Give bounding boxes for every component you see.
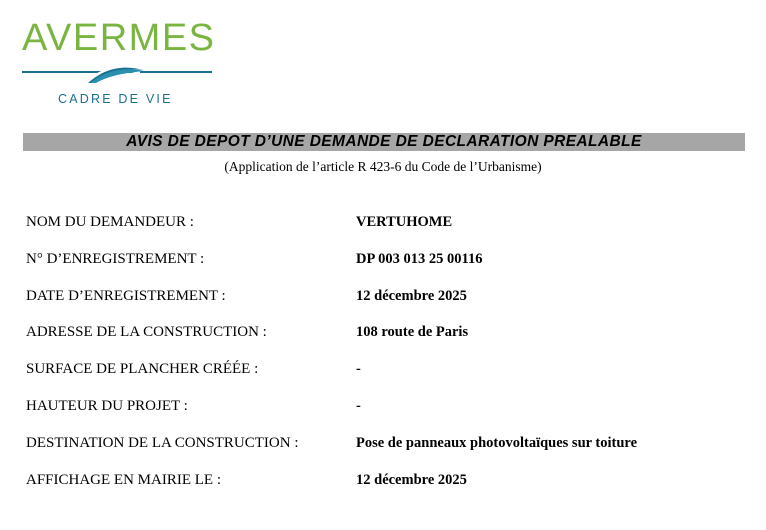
field-value: 108 route de Paris: [356, 324, 469, 341]
field-value: VERTUHOME: [356, 214, 453, 230]
notice-subtitle: (Application de l’article R 423-6 du Code de l’Urbanisme): [224, 159, 542, 174]
notice-title: AVIS DE DEPOT D’UNE DEMANDE DE DECLARATION PREALABLE: [23, 133, 745, 151]
field-row-address: [26, 322, 746, 359]
field-row-registration-date: [26, 286, 746, 323]
field-label: N° D’ENREGISTREMENT :: [26, 250, 205, 267]
field-label: DESTINATION DE LA CONSTRUCTION :: [26, 434, 299, 451]
avermes-logo: [22, 18, 214, 110]
field-label: AFFICHAGE EN MAIRIE LE :: [26, 471, 221, 488]
field-label: DATE D’ENREGISTREMENT :: [26, 287, 226, 304]
field-value: Pose de panneaux photovoltaïques sur toiture: [356, 434, 638, 451]
field-label: HAUTEUR DU PROJET :: [26, 397, 188, 414]
field-value: 12 décembre 2025: [356, 287, 467, 304]
field-row-floor-area: [26, 359, 746, 396]
field-row-destination: [26, 433, 746, 470]
field-row-height: [26, 396, 746, 433]
logo-tagline: CADRE DE VIE: [58, 92, 173, 106]
field-row-registration-number: [26, 249, 746, 286]
field-row-posting-date: [26, 470, 746, 507]
logo-wordmark: AVERMES: [22, 17, 216, 59]
field-value: -: [356, 361, 361, 378]
field-value: DP 003 013 25 00116: [356, 250, 483, 267]
wave-icon: [22, 61, 212, 87]
field-label: ADRESSE DE LA CONSTRUCTION :: [26, 324, 267, 341]
field-value: 12 décembre 2025: [356, 471, 467, 488]
field-list: [26, 212, 746, 506]
field-value: -: [356, 397, 361, 414]
field-label: NOM DU DEMANDEUR :: [26, 214, 194, 230]
field-row-applicant: [26, 212, 746, 249]
field-label: SURFACE DE PLANCHER CRÉÉE :: [26, 361, 259, 378]
